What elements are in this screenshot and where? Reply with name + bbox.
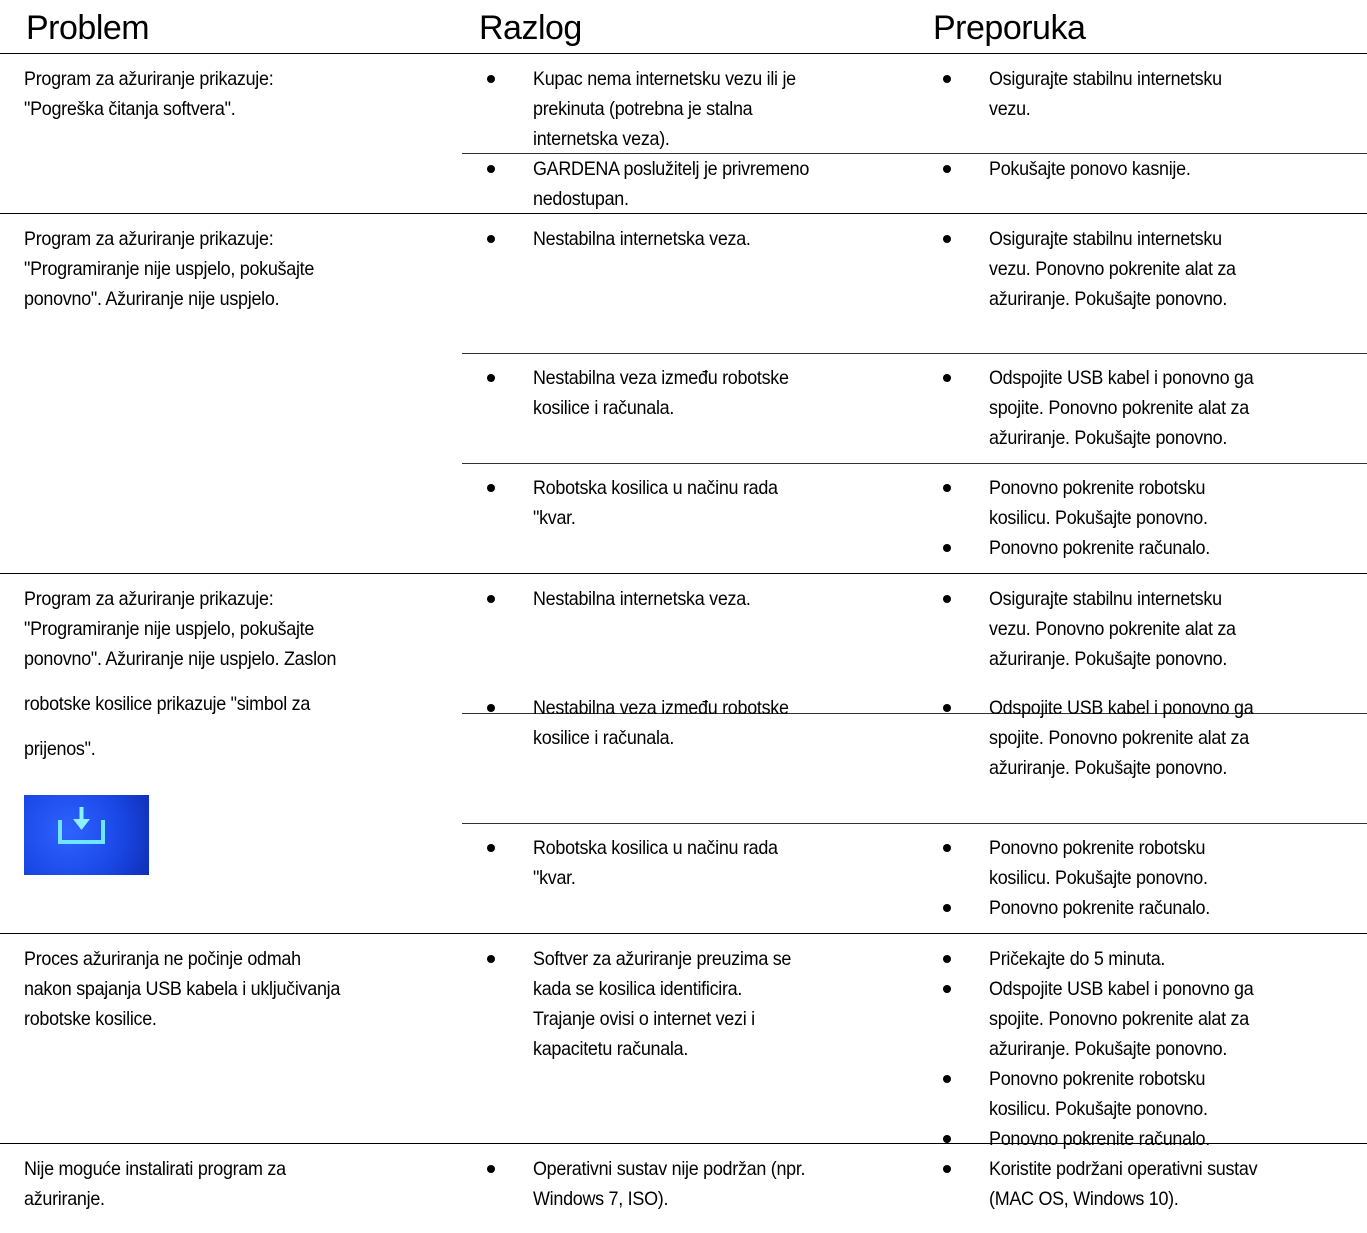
problem-text-line: ponovno". Ažuriranje nije uspjelo. bbox=[24, 288, 280, 310]
bullet bbox=[943, 165, 951, 173]
preporuka-text-line: vezu. Ponovno pokrenite alat za bbox=[989, 618, 1236, 640]
razlog-text-line: internetska veza). bbox=[533, 128, 670, 150]
row-divider bbox=[0, 573, 1367, 574]
bullet bbox=[943, 1165, 951, 1173]
preporuka-text-line: Osigurajte stabilnu internetsku bbox=[989, 228, 1222, 250]
preporuka-text-line: Odspojite USB kabel i ponovno ga bbox=[989, 697, 1254, 719]
preporuka-text-line: ažuriranje. Pokušajte ponovno. bbox=[989, 288, 1228, 310]
preporuka-text-line: ažuriranje. Pokušajte ponovno. bbox=[989, 648, 1228, 670]
bullet bbox=[943, 704, 951, 712]
preporuka-text-line: Osigurajte stabilnu internetsku bbox=[989, 68, 1222, 90]
bullet bbox=[487, 704, 495, 712]
razlog-text-line: GARDENA poslužitelj je privremeno bbox=[533, 158, 810, 180]
razlog-text-line: prekinuta (potrebna je stalna bbox=[533, 98, 753, 120]
preporuka-text-line: kosilicu. Pokušajte ponovno. bbox=[989, 867, 1208, 889]
header-razlog: Razlog bbox=[479, 9, 582, 47]
header-preporuka: Preporuka bbox=[933, 9, 1086, 47]
preporuka-text-line: kosilicu. Pokušajte ponovno. bbox=[989, 1098, 1208, 1120]
preporuka-text-line: spojite. Ponovno pokrenite alat za bbox=[989, 397, 1249, 419]
row-divider bbox=[0, 213, 1367, 214]
problem-text-line: "Programiranje nije uspjelo, pokušajte bbox=[24, 258, 315, 280]
problem-text-line: "Programiranje nije uspjelo, pokušajte bbox=[24, 618, 315, 640]
razlog-text-line: Kupac nema internetsku vezu ili je bbox=[533, 68, 796, 90]
bullet bbox=[487, 165, 495, 173]
bullet bbox=[487, 235, 495, 243]
razlog-text-line: Nestabilna veza između robotske bbox=[533, 697, 789, 719]
problem-text-line: Program za ažuriranje prikazuje: bbox=[24, 228, 274, 250]
bullet bbox=[487, 484, 495, 492]
problem-text-line: "Pogreška čitanja softvera". bbox=[24, 98, 236, 120]
preporuka-text-line: Ponovno pokrenite računalo. bbox=[989, 537, 1210, 559]
problem-text-line: nakon spajanja USB kabela i uključivanja bbox=[24, 978, 341, 1000]
preporuka-text-line: ažuriranje. Pokušajte ponovno. bbox=[989, 1038, 1228, 1060]
preporuka-text-line: kosilicu. Pokušajte ponovno. bbox=[989, 507, 1208, 529]
preporuka-text-line: Koristite podržani operativni sustav bbox=[989, 1158, 1258, 1180]
razlog-text-line: Robotska kosilica u načinu rada bbox=[533, 477, 778, 499]
preporuka-text-line: ažuriranje. Pokušajte ponovno. bbox=[989, 757, 1228, 779]
download-to-tray-icon bbox=[24, 795, 149, 875]
row-divider bbox=[0, 933, 1367, 934]
header-problem: Problem bbox=[26, 9, 150, 47]
problem-text-line: Program za ažuriranje prikazuje: bbox=[24, 68, 274, 90]
bullet bbox=[487, 955, 495, 963]
preporuka-text-line: spojite. Ponovno pokrenite alat za bbox=[989, 727, 1249, 749]
preporuka-text-line: Osigurajte stabilnu internetsku bbox=[989, 588, 1222, 610]
preporuka-text-line: ažuriranje. Pokušajte ponovno. bbox=[989, 427, 1228, 449]
razlog-text-line: kosilice i računala. bbox=[533, 397, 675, 419]
subrow-divider bbox=[462, 353, 1367, 354]
preporuka-text-line: Ponovno pokrenite robotsku bbox=[989, 1068, 1206, 1090]
bullet bbox=[943, 955, 951, 963]
subrow-divider bbox=[462, 823, 1367, 824]
preporuka-text-line: Ponovno pokrenite robotsku bbox=[989, 477, 1206, 499]
bullet bbox=[943, 595, 951, 603]
bullet bbox=[943, 1135, 951, 1143]
bullet bbox=[943, 844, 951, 852]
preporuka-text-line: Pričekajte do 5 minuta. bbox=[989, 948, 1166, 970]
bullet bbox=[487, 595, 495, 603]
problem-text-line: prijenos". bbox=[24, 738, 96, 760]
razlog-text-line: kosilice i računala. bbox=[533, 727, 675, 749]
bullet bbox=[943, 904, 951, 912]
preporuka-text-line: spojite. Ponovno pokrenite alat za bbox=[989, 1008, 1249, 1030]
problem-text-line: robotske kosilice. bbox=[24, 1008, 157, 1030]
header-divider bbox=[0, 53, 1367, 54]
problem-text-line: Proces ažuriranja ne počinje odmah bbox=[24, 948, 301, 970]
razlog-text-line: kada se kosilica identificira. bbox=[533, 978, 743, 1000]
bullet bbox=[943, 1075, 951, 1083]
razlog-text-line: Nestabilna veza između robotske bbox=[533, 367, 789, 389]
razlog-text-line: nedostupan. bbox=[533, 188, 629, 210]
bullet bbox=[943, 985, 951, 993]
razlog-text-line: Nestabilna internetska veza. bbox=[533, 228, 751, 250]
preporuka-text-line: Pokušajte ponovo kasnije. bbox=[989, 158, 1191, 180]
bullet bbox=[487, 844, 495, 852]
bullet bbox=[943, 544, 951, 552]
problem-text-line: Nije moguće instalirati program za bbox=[24, 1158, 286, 1180]
bullet bbox=[943, 374, 951, 382]
problem-text-line: ažuriranje. bbox=[24, 1188, 105, 1210]
preporuka-text-line: vezu. Ponovno pokrenite alat za bbox=[989, 258, 1236, 280]
bullet bbox=[943, 484, 951, 492]
bullet bbox=[487, 374, 495, 382]
razlog-text-line: Nestabilna internetska veza. bbox=[533, 588, 751, 610]
bullet bbox=[487, 75, 495, 83]
preporuka-text-line: Ponovno pokrenite robotsku bbox=[989, 837, 1206, 859]
razlog-text-line: kapacitetu računala. bbox=[533, 1038, 689, 1060]
razlog-text-line: Softver za ažuriranje preuzima se bbox=[533, 948, 792, 970]
razlog-text-line: Robotska kosilica u načinu rada bbox=[533, 837, 778, 859]
razlog-text-line: Trajanje ovisi o internet vezi i bbox=[533, 1008, 755, 1030]
bullet bbox=[943, 235, 951, 243]
preporuka-text-line: Odspojite USB kabel i ponovno ga bbox=[989, 978, 1254, 1000]
problem-text-line: ponovno". Ažuriranje nije uspjelo. Zaslon bbox=[24, 648, 337, 670]
bullet bbox=[943, 75, 951, 83]
problem-text-line: robotske kosilice prikazuje "simbol za bbox=[24, 693, 311, 715]
problem-text-line: Program za ažuriranje prikazuje: bbox=[24, 588, 274, 610]
preporuka-text-line: Ponovno pokrenite računalo. bbox=[989, 897, 1210, 919]
razlog-text-line: "kvar. bbox=[533, 867, 576, 889]
subrow-divider bbox=[462, 463, 1367, 464]
razlog-text-line: Operativni sustav nije podržan (npr. bbox=[533, 1158, 806, 1180]
preporuka-text-line: (MAC OS, Windows 10). bbox=[989, 1188, 1179, 1210]
preporuka-text-line: vezu. bbox=[989, 98, 1031, 120]
preporuka-text-line: Ponovno pokrenite računalo. bbox=[989, 1128, 1210, 1150]
razlog-text-line: "kvar. bbox=[533, 507, 576, 529]
preporuka-text-line: Odspojite USB kabel i ponovno ga bbox=[989, 367, 1254, 389]
bullet bbox=[487, 1165, 495, 1173]
razlog-text-line: Windows 7, ISO). bbox=[533, 1188, 669, 1210]
